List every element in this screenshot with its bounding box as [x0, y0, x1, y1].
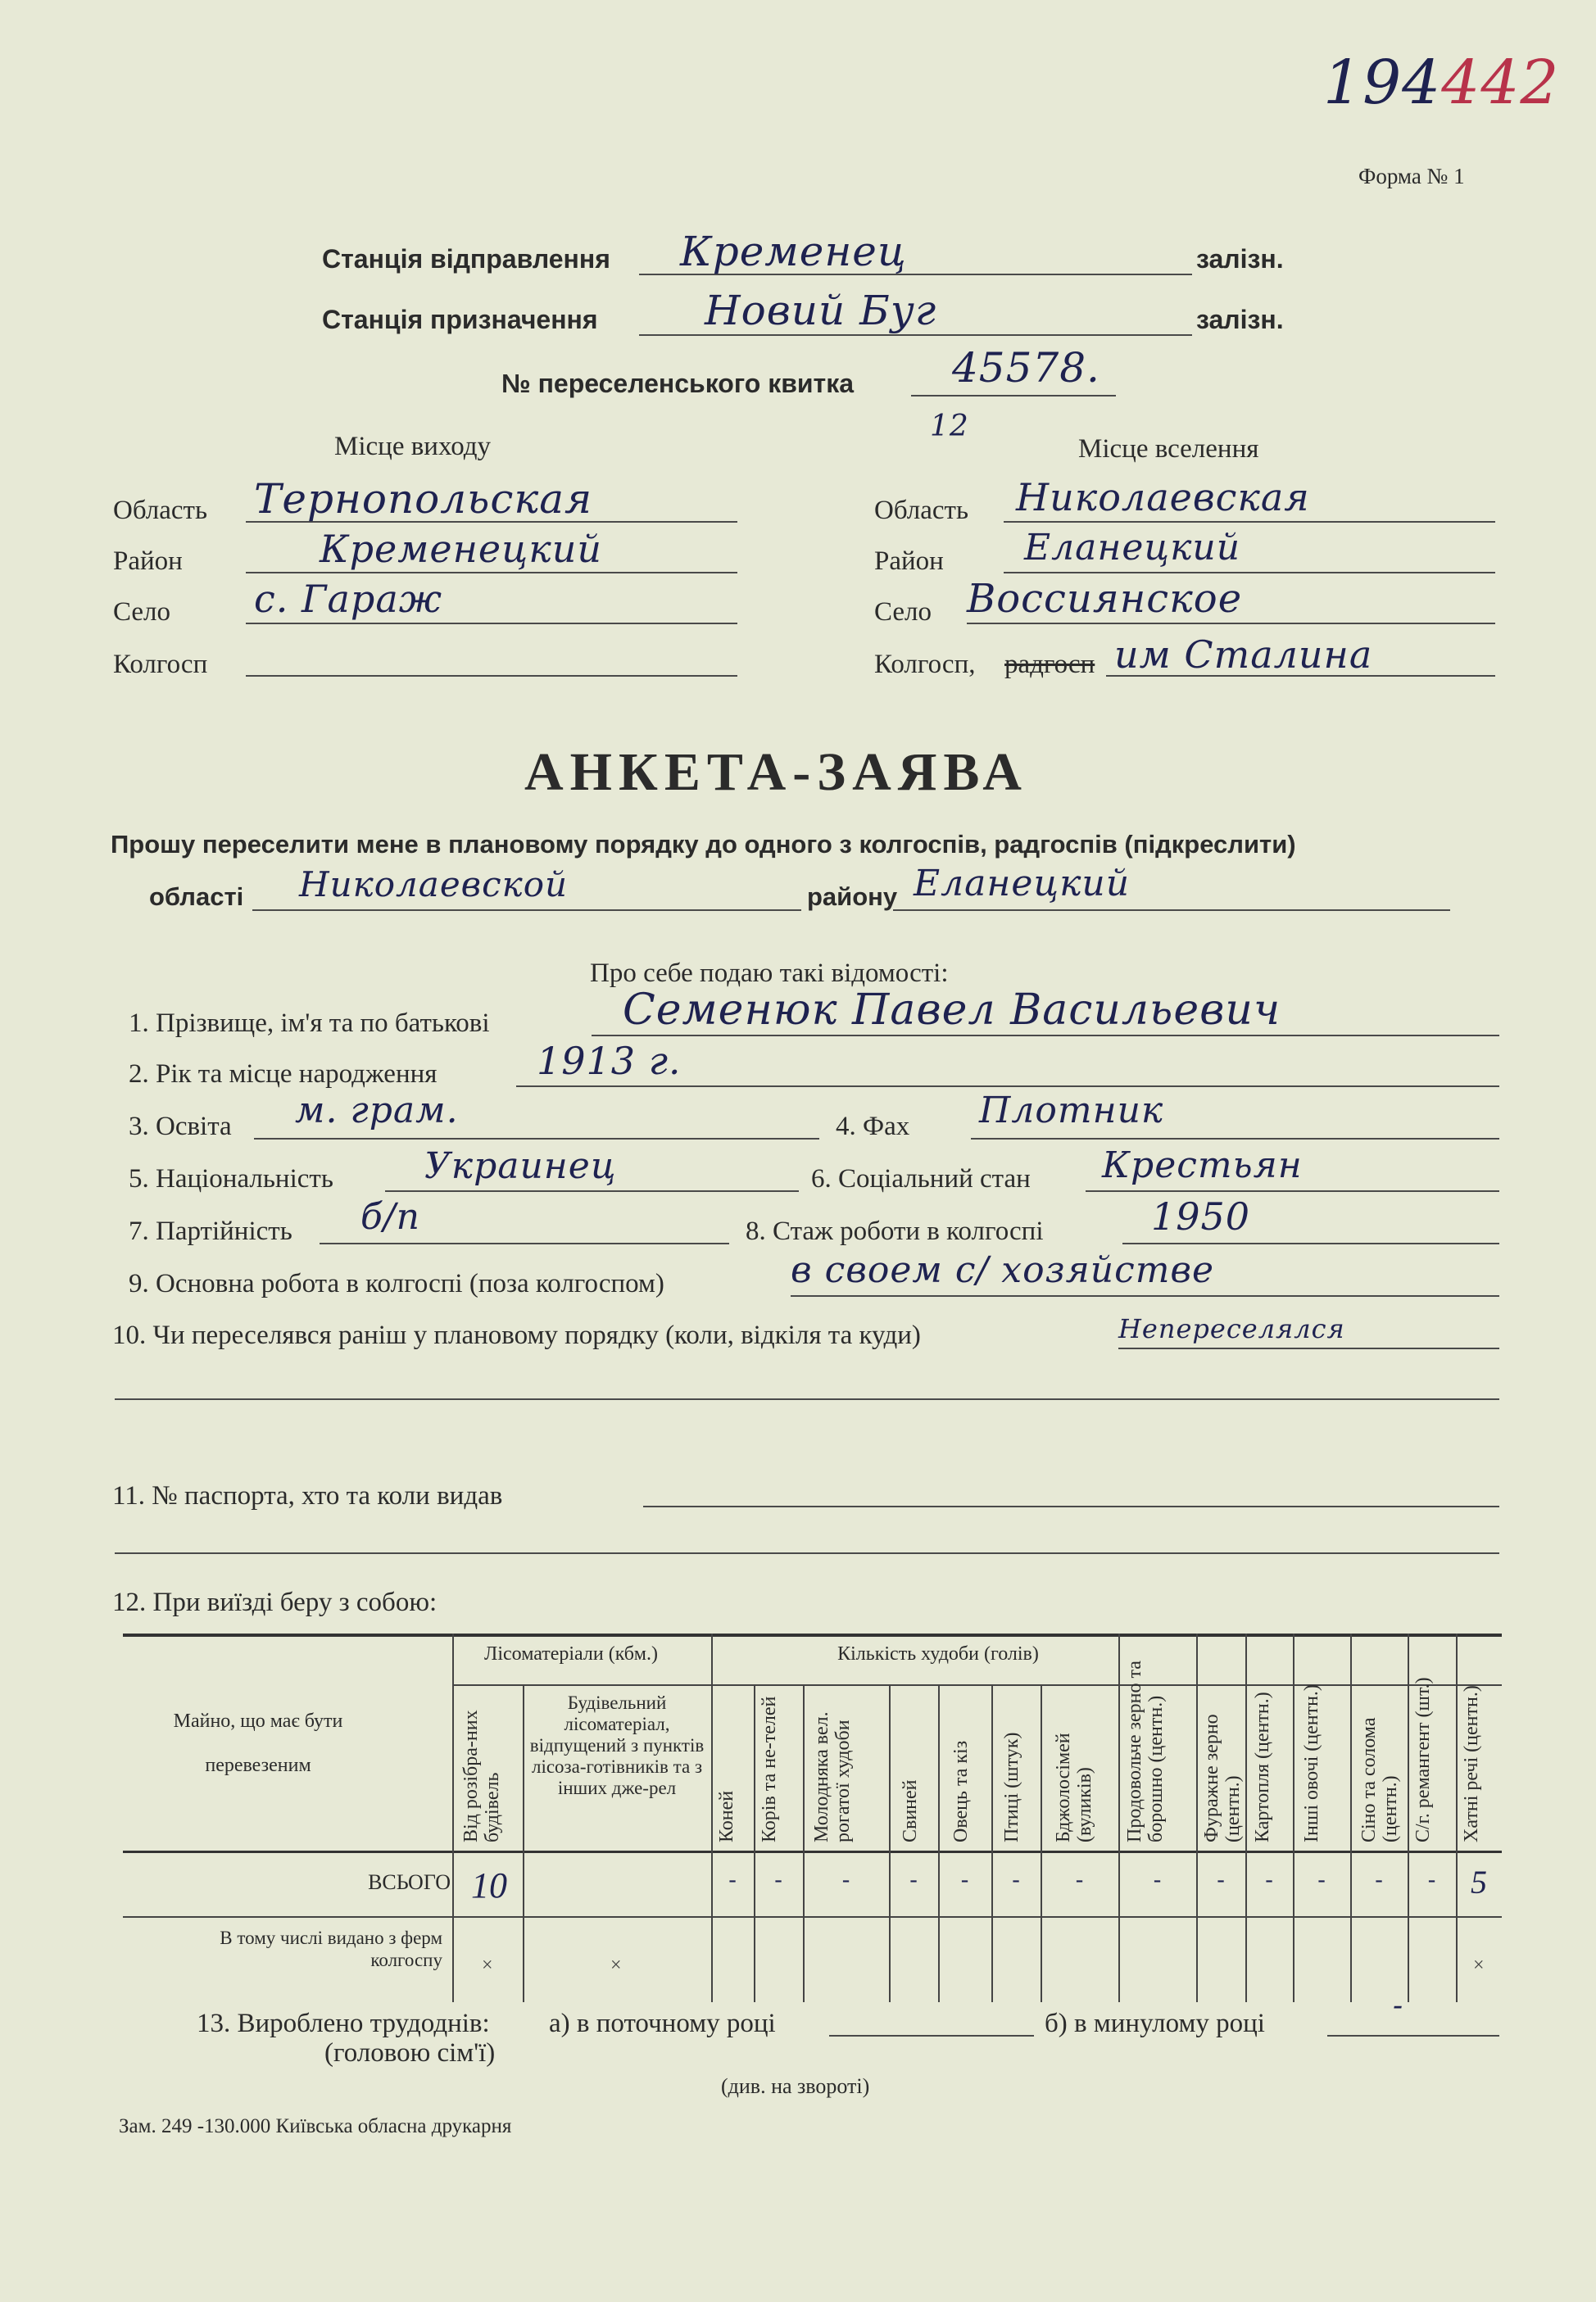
q3-label: 3. Освіта — [129, 1112, 232, 1141]
request-oblast-value: Николаевской — [299, 864, 569, 904]
col-header-0: Від розібра-них будівель — [460, 1710, 503, 1842]
total-cell-2: - — [728, 1867, 737, 1892]
total-cell-0: 10 — [471, 1865, 507, 1905]
group-livestock: Кількість худоби (голів) — [837, 1643, 1039, 1665]
q10-line-2 — [115, 1398, 1499, 1400]
total-cell-5: - — [909, 1867, 918, 1892]
origin-selo-line — [246, 623, 737, 624]
col-line-13 — [1350, 1634, 1352, 2002]
q11-line-2 — [115, 1552, 1499, 1554]
q8-label: 8. Стаж роботи в колгоспі — [746, 1217, 1044, 1246]
continued-note: (див. на звороті) — [721, 2074, 870, 2098]
col-header-7: Птиці (штук) — [1001, 1732, 1022, 1842]
dest-raion-line — [1004, 572, 1495, 573]
dest-raion-label: Район — [874, 546, 944, 576]
col-header-14: С/г. ремангент (шт.) — [1412, 1677, 1434, 1842]
q4-value: Плотник — [979, 1090, 1164, 1131]
workdays-previous-label: б) в минулому році — [1045, 2009, 1265, 2038]
col-line-15 — [1456, 1634, 1458, 2002]
dest-oblast-line — [1004, 521, 1495, 523]
col-line-1 — [523, 1684, 524, 2002]
workdays-current-line — [829, 2035, 1034, 2037]
q8-value: 1950 — [1151, 1194, 1251, 1239]
destination-station-line — [639, 334, 1192, 336]
total-cell-13: - — [1375, 1867, 1383, 1892]
col-line-12 — [1293, 1634, 1294, 2002]
q1-value: Семенюк Павел Васильевич — [623, 986, 1281, 1035]
destination-title: Місце вселення — [1078, 434, 1259, 464]
departure-station-label: Станція відправлення — [322, 244, 610, 274]
col-line-14 — [1408, 1634, 1409, 2002]
dest-selo-label: Село — [874, 597, 932, 627]
col-line-5 — [889, 1684, 891, 2002]
total-cell-9: - — [1153, 1867, 1162, 1892]
printer-imprint: Зам. 249 -130.000 Київська обласна друкарня — [119, 2115, 512, 2137]
q11-line-1 — [643, 1506, 1499, 1507]
request-raion-label: району — [807, 882, 898, 911]
q4-label: 4. Фах — [836, 1112, 910, 1141]
row-issued-label: В тому числі видано з ферм колгоспу — [220, 1928, 442, 1970]
total-cell-6: - — [960, 1867, 969, 1892]
request-oblast-line — [252, 909, 801, 911]
destination-station-value: Новий Буг — [705, 287, 937, 334]
archive-number-secondary: 442 — [1441, 48, 1560, 118]
table-top-border — [123, 1634, 1502, 1637]
col-header-15: Хатні речі (центн.) — [1461, 1685, 1482, 1842]
q9-label: 9. Основна робота в колгоспі (поза колгоспом) — [129, 1269, 664, 1298]
total-cell-3: - — [774, 1867, 782, 1892]
workdays-current-label: а) в поточному році — [549, 2009, 776, 2038]
request-raion-line — [893, 909, 1450, 911]
origin-selo-value: с. Гараж — [254, 577, 443, 621]
q2-value: 1913 г. — [537, 1039, 682, 1083]
col-header-1: Будівельний лісоматеріал, відпущений з пунктів лісоза-готівників та з інших дже-рел — [529, 1693, 705, 1798]
ticket-line — [911, 395, 1116, 397]
col-line-8 — [1041, 1684, 1042, 2002]
q2-line — [516, 1085, 1499, 1087]
document-title: АНКЕТА-ЗАЯВА — [524, 742, 1028, 802]
group-timber: Лісоматеріали (кбм.) — [484, 1643, 658, 1665]
workdays-previous-value: - — [1393, 1989, 1404, 2023]
q9-line — [791, 1295, 1499, 1297]
q5-line — [385, 1190, 799, 1192]
origin-kolhosp-line — [246, 675, 737, 677]
departure-railway-label: залізн. — [1196, 244, 1284, 274]
q9-value: в своем с/ хозяйстве — [791, 1249, 1215, 1291]
dest-oblast-value: Николаевская — [1016, 475, 1310, 519]
q7-label: 7. Партійність — [129, 1217, 292, 1246]
q1-label: 1. Прізвище, ім'я та по батькові — [129, 1008, 490, 1038]
col-line-9 — [1118, 1634, 1120, 2002]
q12-label: 12. При виїзді беру з собою: — [112, 1588, 438, 1617]
issued-x-15: × — [1473, 1955, 1485, 1976]
col-line-4 — [803, 1684, 805, 2002]
archive-number-primary: 194 — [1323, 48, 1442, 118]
q10-line-1 — [1118, 1348, 1499, 1349]
total-cell-15: 5 — [1471, 1864, 1487, 1901]
ticket-label: № переселенського квитка — [501, 369, 855, 398]
col-line-3 — [754, 1684, 755, 2002]
col-header-9: Продовольче зерно та борошно (центн.) — [1124, 1661, 1167, 1842]
request-raion-value: Еланецкий — [914, 863, 1131, 904]
col-header-8: Бджолосімей (вуликів) — [1053, 1733, 1095, 1842]
q11-label: 11. № паспорта, хто та коли видав — [112, 1481, 503, 1511]
origin-kolhosp-label: Колгосп — [113, 650, 208, 679]
q6-value: Крестьян — [1102, 1144, 1303, 1186]
about-heading: Про себе подаю такі відомості: — [590, 958, 949, 988]
col-line-7 — [991, 1684, 993, 2002]
col-header-4: Молодняка вел. рогатої худоби — [811, 1711, 854, 1842]
q5-label: 5. Національність — [129, 1164, 333, 1194]
dest-kolhosp-label: Колгосп, — [874, 650, 976, 679]
issued-x-1: × — [610, 1955, 622, 1976]
workdays-label: 13. Вироблено трудоднів: — [197, 2009, 490, 2038]
col-header-2: Коней — [716, 1790, 737, 1842]
col-header-11: Картопля (центн.) — [1252, 1692, 1273, 1842]
col-header-12: Інші овочі (центн.) — [1301, 1684, 1322, 1842]
origin-raion-value: Кременецкий — [320, 527, 602, 571]
q7-value: б/п — [360, 1196, 421, 1238]
col-line-11 — [1245, 1634, 1247, 2002]
total-cell-4: - — [841, 1867, 850, 1892]
q10-label: 10. Чи переселявся раніш у плановому порядку (коли, відкіля та куди) — [112, 1321, 921, 1350]
dest-selo-line — [967, 623, 1495, 624]
q2-label: 2. Рік та місце народження — [129, 1059, 438, 1089]
q8-line — [1122, 1243, 1499, 1244]
col-line-2 — [711, 1634, 713, 2002]
dest-radhosp-label: радгосп — [1004, 650, 1095, 679]
q3-value: м. грам. — [295, 1090, 459, 1131]
q5-value: Украинец — [424, 1145, 617, 1187]
total-cell-10: - — [1217, 1867, 1225, 1892]
q10-value: Непереселялся — [1118, 1313, 1345, 1344]
dest-kolhosp-value: им Сталина — [1114, 632, 1373, 677]
dest-raion-value: Еланецкий — [1024, 527, 1241, 569]
origin-raion-line — [246, 572, 737, 573]
q4-line — [971, 1138, 1499, 1140]
q6-label: 6. Соціальний стан — [811, 1164, 1031, 1194]
form-number: Форма № 1 — [1358, 164, 1465, 188]
workdays-previous-line — [1327, 2035, 1499, 2037]
col-header-10: Фуражне зерно (центн.) — [1201, 1714, 1244, 1842]
col-line-10 — [1196, 1634, 1198, 2002]
origin-raion-label: Район — [113, 546, 183, 576]
total-cell-12: - — [1317, 1867, 1326, 1892]
q1-line — [592, 1035, 1499, 1036]
destination-station-label: Станція призначення — [322, 305, 598, 334]
col-line-0 — [452, 1634, 454, 2002]
row-total-label: ВСЬОГО — [368, 1870, 451, 1894]
q7-line — [320, 1243, 729, 1244]
origin-title: Місце виходу — [334, 432, 492, 461]
origin-oblast-label: Область — [113, 496, 208, 525]
total-cell-14: - — [1427, 1867, 1436, 1892]
col-header-6: Овець та кіз — [950, 1740, 972, 1842]
request-line: Прошу переселити мене в плановому порядку до одного з колгоспів, радгоспів (підкреслити) — [111, 830, 1296, 859]
origin-selo-label: Село — [113, 597, 171, 627]
total-cell-11: - — [1265, 1867, 1273, 1892]
total-cell-7: - — [1012, 1867, 1020, 1892]
departure-station-value: Кременец — [680, 228, 907, 275]
archive-number — [1323, 48, 1560, 118]
col-header-5: Свиней — [900, 1779, 921, 1842]
table-header-bottom — [123, 1851, 1502, 1853]
cargo-table — [123, 1634, 1502, 2002]
request-oblast-label: області — [149, 882, 244, 911]
issued-x-0: × — [482, 1955, 493, 1976]
row-header-text: Майно, що має бути перевезеним — [173, 1711, 343, 1776]
dest-selo-value: Воссиянское — [967, 576, 1243, 622]
destination-note: 12 — [930, 410, 969, 443]
origin-oblast-value: Тернопольская — [254, 475, 593, 523]
q6-line — [1086, 1190, 1499, 1192]
col-line-6 — [938, 1684, 940, 2002]
table-total-bottom — [123, 1916, 1502, 1918]
col-header-13: Сіно та солома (центн.) — [1358, 1717, 1401, 1842]
total-cell-8: - — [1075, 1867, 1084, 1892]
workdays-sublabel: (головою сім'ї) — [324, 2038, 496, 2068]
q3-line — [254, 1138, 819, 1140]
col-header-3: Корів та не-телей — [759, 1696, 780, 1842]
ticket-value: 45578. — [952, 344, 1100, 392]
destination-railway-label: залізн. — [1196, 305, 1284, 334]
dest-oblast-label: Область — [874, 496, 969, 525]
